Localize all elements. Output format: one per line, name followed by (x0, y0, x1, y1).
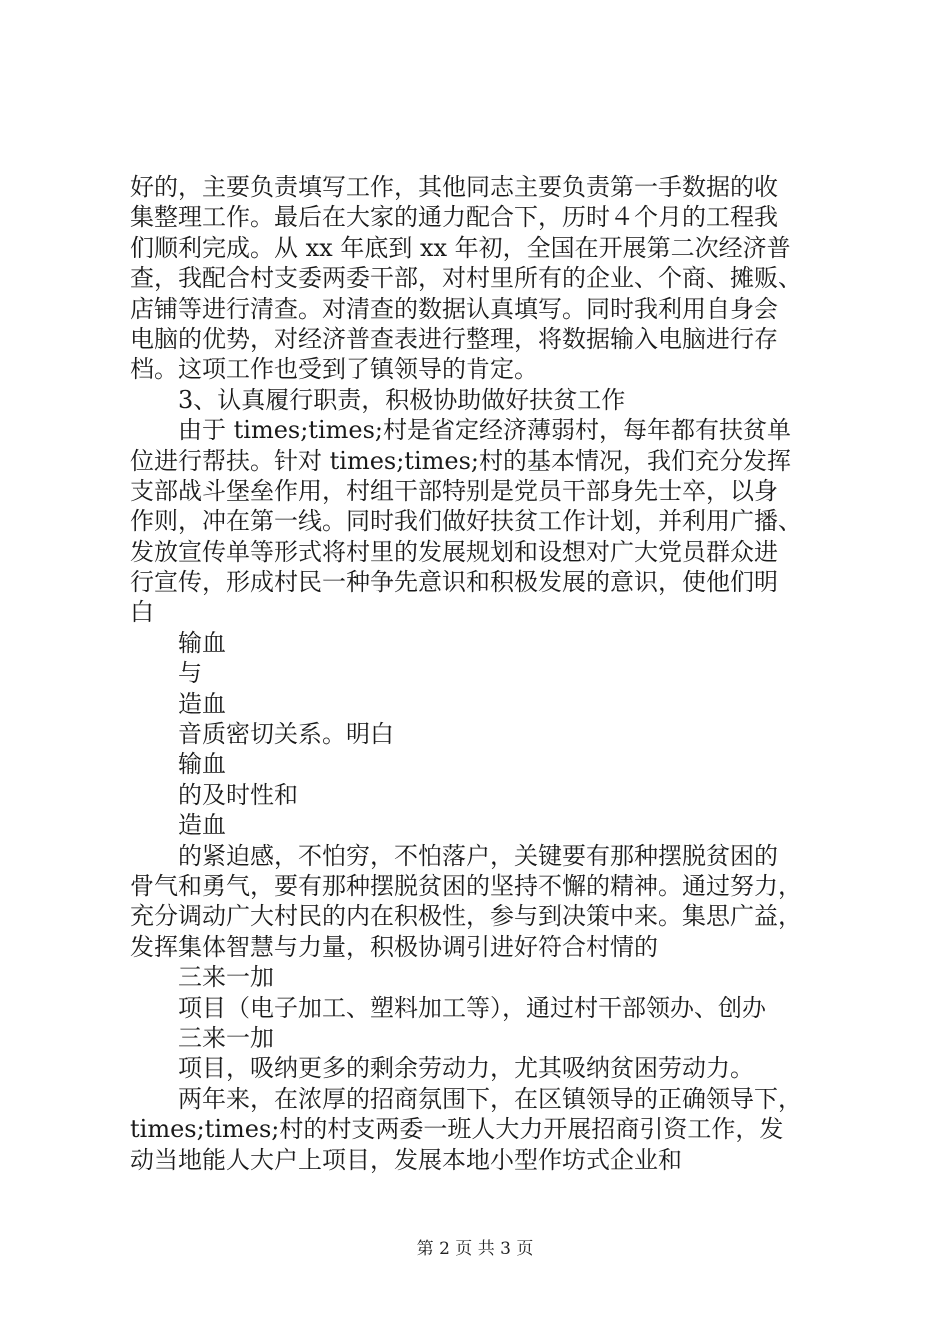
text-line: 充分调动广大村民的内在积极性，参与到决策中来。集思广益， (130, 902, 802, 931)
text-line: 支部战斗堡垒作用，村组干部特别是党员干部身先士卒，以身 (130, 476, 778, 505)
text-line: 输血 (178, 628, 226, 657)
text-line: 的及时性和 (178, 780, 298, 809)
text-line: 三来一加 (178, 963, 274, 992)
text-line: 店铺等进行清查。对清查的数据认真填写。同时我利用自身会 (130, 294, 778, 323)
text-line: 输血 (178, 750, 226, 779)
text-line: 行宣传，形成村民一种争先意识和积极发展的意识，使他们明 (130, 568, 778, 597)
text-line: 电脑的优势，对经济普查表进行整理，将数据输入电脑进行存 (130, 324, 778, 353)
text-line: 由于 times;times;村是省定经济薄弱村，每年都有扶贫单 (178, 416, 791, 445)
text-line: 造血 (178, 689, 226, 718)
page-footer: 第 2 页 共 3 页 (416, 1239, 534, 1259)
text-line: times;times;村的村支两委一班人大力开展招商引资工作，发 (130, 1115, 784, 1144)
text-line: 位进行帮扶。针对 times;times;村的基本情况，我们充分发挥 (130, 446, 791, 475)
text-line: 好的，主要负责填写工作，其他同志主要负责第一手数据的收 (130, 173, 778, 201)
text-line: 项目，吸纳更多的剩余劳动力，尤其吸纳贫困劳动力。 (178, 1054, 754, 1083)
text-line: 发放宣传单等形式将村里的发展规划和设想对广大党员群众进 (130, 537, 778, 566)
text-line: 两年来，在浓厚的招商氛围下，在区镇领导的正确领导下， (178, 1084, 802, 1113)
text-line: 的紧迫感，不怕穷，不怕落户，关键要有那种摆脱贫困的 (178, 841, 778, 870)
document-body (130, 172, 835, 1175)
text-line: 作则，冲在第一线。同时我们做好扶贫工作计划，并利用广播、 (130, 507, 802, 536)
text-line: 查，我配合村支委两委干部，对村里所有的企业、个商、摊贩、 (130, 264, 802, 293)
text-line: 项目（电子加工、塑料加工等），通过村干部领办、创办 (178, 993, 766, 1022)
text-line: 发挥集体智慧与力量，积极协调引进好符合村情的 (130, 932, 658, 961)
text-line: 白 (130, 598, 154, 627)
text-line: 造血 (178, 811, 226, 840)
text-line: 与 (178, 659, 202, 688)
text-line: 三来一加 (178, 1023, 274, 1052)
text-line: 集整理工作。最后在大家的通力配合下，历时４个月的工程我 (130, 203, 778, 232)
text-line: 们顺利完成。从 xx 年底到 xx 年初，全国在开展第二次经济普 (130, 233, 791, 262)
text-line: 档。这项工作也受到了镇领导的肯定。 (130, 355, 538, 384)
text-line: 骨气和勇气，要有那种摆脱贫困的坚持不懈的精神。通过努力， (130, 871, 802, 900)
text-line: 音质密切关系。明白 (178, 720, 394, 749)
text-line: 3、认真履行职责，积极协助做好扶贫工作 (178, 385, 626, 414)
text-line: 动当地能人大户上项目，发展本地小型作坊式企业和 (130, 1145, 682, 1174)
